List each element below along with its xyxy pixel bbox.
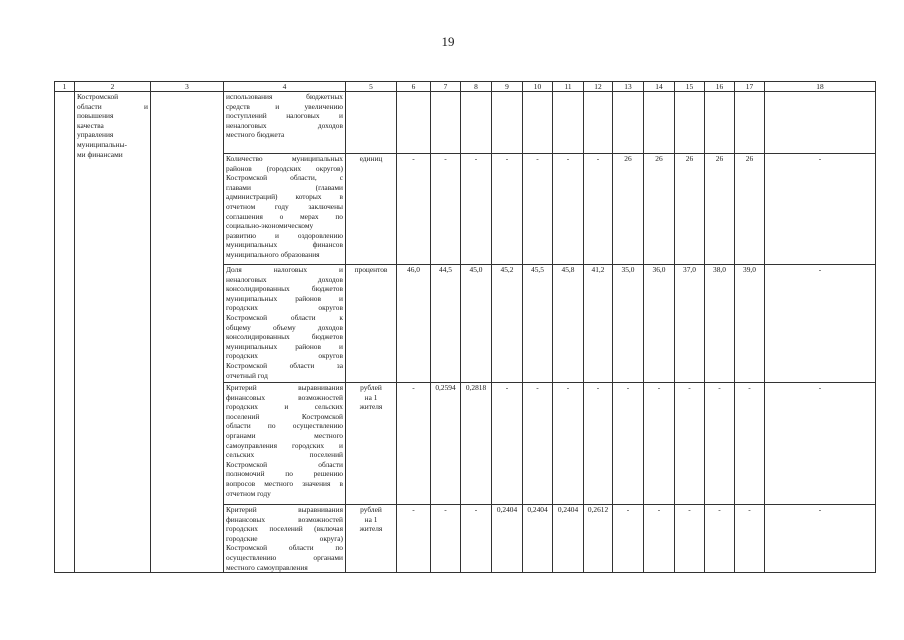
value-cell: - <box>705 383 735 505</box>
value-cell: - <box>553 154 584 265</box>
text-line: повышения <box>77 111 114 121</box>
program-name-cell <box>75 92 151 573</box>
text-line: социально-экономическому <box>226 221 314 231</box>
text-line: отчетном году <box>226 488 271 498</box>
column-number-1: 1 <box>55 82 75 92</box>
text-line: неналоговых доходов <box>226 274 343 284</box>
text-line: общему объему доходов <box>226 322 343 332</box>
value-cell <box>705 92 735 154</box>
value-cell: 26 <box>705 154 735 265</box>
column-number-12: 12 <box>584 82 613 92</box>
column-number-18: 18 <box>765 82 876 92</box>
text-line: городских округов <box>226 303 343 313</box>
value-cell: 38,0 <box>705 265 735 383</box>
indicator-name-cell <box>224 505 346 573</box>
text-line: органами местного <box>226 430 343 440</box>
value-cell <box>397 92 431 154</box>
text-line: Костромской области <box>226 459 343 469</box>
text-line: рублей <box>360 505 382 514</box>
text-line: полномочий по решению <box>226 469 343 479</box>
value-cell <box>461 92 492 154</box>
text-line: осуществлению органами <box>226 552 343 562</box>
text-line: области и <box>77 101 148 111</box>
value-cell: - <box>397 505 431 573</box>
value-cell: - <box>397 383 431 505</box>
column-number-16: 16 <box>705 82 735 92</box>
column-number-8: 8 <box>461 82 492 92</box>
text-line: рублей <box>360 383 382 392</box>
text-line: финансовых возможностей <box>226 392 343 402</box>
value-cell: - <box>523 154 553 265</box>
text-line: Костромской области, с <box>226 173 343 183</box>
value-cell: - <box>492 383 523 505</box>
unit-cell <box>346 265 397 383</box>
text-line: районов (городских округов) <box>226 163 343 173</box>
note-cell: - <box>765 265 876 383</box>
value-cell: 26 <box>644 154 675 265</box>
value-cell <box>431 92 461 154</box>
text-line: Доля налоговых и <box>226 265 343 274</box>
column-number-17: 17 <box>735 82 765 92</box>
text-line: вопросов местного значения в <box>226 478 343 488</box>
text-line: жителя <box>359 402 383 412</box>
value-cell <box>613 92 644 154</box>
note-cell <box>765 92 876 154</box>
text-line: средств и увеличению <box>226 101 343 111</box>
text-line: отчетном году заключены <box>226 201 343 211</box>
text-line: консолидированных бюджетов <box>226 284 343 294</box>
column-number-15: 15 <box>675 82 705 92</box>
value-cell <box>492 92 523 154</box>
text-line: местного бюджета <box>226 130 285 140</box>
row-number-cell <box>55 92 75 573</box>
value-cell: 0,2818 <box>461 383 492 505</box>
column-number-5: 5 <box>346 82 397 92</box>
unit-cell <box>346 383 397 505</box>
column-number-row <box>55 82 876 92</box>
page-number: 19 <box>441 34 455 49</box>
text-line: отчетный год <box>226 370 268 380</box>
text-line: городских поселений (включая <box>226 524 343 534</box>
text-line: муниципальных финансов <box>226 240 343 250</box>
value-cell: - <box>735 505 765 573</box>
value-cell: - <box>675 505 705 573</box>
text-line: муниципальны- <box>77 139 127 149</box>
value-cell: - <box>431 154 461 265</box>
indicator-name-cell <box>224 154 346 265</box>
column-number-6: 6 <box>397 82 431 92</box>
column-number-4: 4 <box>224 82 346 92</box>
value-cell: 41,2 <box>584 265 613 383</box>
text-line: Количество муниципальных <box>226 154 343 163</box>
text-line: Критерий выравнивания <box>226 383 343 392</box>
column-number-3: 3 <box>151 82 224 92</box>
text-line: жителя <box>359 524 383 534</box>
value-cell: - <box>644 383 675 505</box>
value-cell: 37,0 <box>675 265 705 383</box>
value-cell: - <box>613 383 644 505</box>
value-cell: - <box>644 505 675 573</box>
value-cell <box>644 92 675 154</box>
value-cell: - <box>492 154 523 265</box>
text-line: финансовых возможностей <box>226 514 343 524</box>
text-line: администраций) которых в <box>226 192 343 202</box>
column-number-7: 7 <box>431 82 461 92</box>
value-cell: - <box>584 154 613 265</box>
text-line: качества <box>77 120 104 130</box>
column-number-9: 9 <box>492 82 523 92</box>
responsible-cell <box>151 92 224 573</box>
text-line: городских и сельских <box>226 402 343 412</box>
text-line: Костромской области по <box>226 543 343 553</box>
value-cell <box>584 92 613 154</box>
text-line: единиц <box>359 154 383 163</box>
value-cell: - <box>397 154 431 265</box>
value-cell: - <box>705 505 735 573</box>
value-cell: - <box>461 505 492 573</box>
value-cell: 0,2404 <box>492 505 523 573</box>
value-cell: 0,2404 <box>553 505 584 573</box>
value-cell: 26 <box>675 154 705 265</box>
value-cell: 26 <box>613 154 644 265</box>
text-line: консолидированных бюджетов <box>226 332 343 342</box>
value-cell: 0,2612 <box>584 505 613 573</box>
text-line: местного самоуправления <box>226 562 308 572</box>
value-cell: - <box>675 383 705 505</box>
text-line: управления <box>77 130 114 140</box>
text-line: соглашения о мерах по <box>226 211 343 221</box>
text-line: городских округов <box>226 351 343 361</box>
value-cell: 39,0 <box>735 265 765 383</box>
text-line: на 1 <box>364 392 378 402</box>
text-line: главами (главами <box>226 182 343 192</box>
indicator-name-cell <box>224 383 346 505</box>
column-number-13: 13 <box>613 82 644 92</box>
value-cell: 26 <box>735 154 765 265</box>
note-cell: - <box>765 383 876 505</box>
column-number-2: 2 <box>75 82 151 92</box>
text-line: на 1 <box>364 514 378 524</box>
value-cell: 46,0 <box>397 265 431 383</box>
column-number-14: 14 <box>644 82 675 92</box>
text-line: поступлений налоговых и <box>226 111 343 121</box>
value-cell: - <box>584 383 613 505</box>
text-line: Костромской области к <box>226 312 343 322</box>
value-cell: 35,0 <box>613 265 644 383</box>
text-line: неналоговых доходов <box>226 120 343 130</box>
table-row <box>55 92 876 154</box>
value-cell: 45,2 <box>492 265 523 383</box>
text-line: муниципальных районов и <box>226 293 343 303</box>
text-line: муниципального образования <box>226 249 320 259</box>
value-cell: - <box>523 383 553 505</box>
value-cell: - <box>461 154 492 265</box>
value-cell: 0,2594 <box>431 383 461 505</box>
value-cell: - <box>735 383 765 505</box>
text-line: ми финансами <box>77 149 123 159</box>
text-line: поселений Костромской <box>226 411 343 421</box>
value-cell: 45,5 <box>523 265 553 383</box>
text-line: Костромской <box>77 92 119 101</box>
column-number-10: 10 <box>523 82 553 92</box>
unit-cell <box>346 92 397 154</box>
value-cell <box>523 92 553 154</box>
text-line: самоуправления городских и <box>226 440 343 450</box>
text-line: развитию и оздоровлению <box>226 230 343 240</box>
value-cell: - <box>613 505 644 573</box>
text-line: области по осуществлению <box>226 421 343 431</box>
value-cell: 45,0 <box>461 265 492 383</box>
value-cell: 45,8 <box>553 265 584 383</box>
unit-cell <box>346 154 397 265</box>
value-cell: - <box>431 505 461 573</box>
note-cell: - <box>765 505 876 573</box>
value-cell <box>735 92 765 154</box>
value-cell <box>553 92 584 154</box>
value-cell: - <box>553 383 584 505</box>
text-line: Костромской области за <box>226 360 343 370</box>
value-cell: 36,0 <box>644 265 675 383</box>
text-line: Критерий выравнивания <box>226 505 343 514</box>
text-line: использования бюджетных <box>226 92 343 101</box>
text-line: процентов <box>354 265 388 274</box>
column-number-11: 11 <box>553 82 584 92</box>
text-line: городские округа) <box>226 533 343 543</box>
program-indicators-table <box>54 81 876 573</box>
note-cell: - <box>765 154 876 265</box>
indicator-name-cell <box>224 265 346 383</box>
unit-cell <box>346 505 397 573</box>
value-cell: 0,2404 <box>523 505 553 573</box>
text-line: муниципальных районов и <box>226 341 343 351</box>
value-cell <box>675 92 705 154</box>
text-line: сельских поселений <box>226 450 343 460</box>
indicator-name-cell <box>224 92 346 154</box>
value-cell: 44,5 <box>431 265 461 383</box>
